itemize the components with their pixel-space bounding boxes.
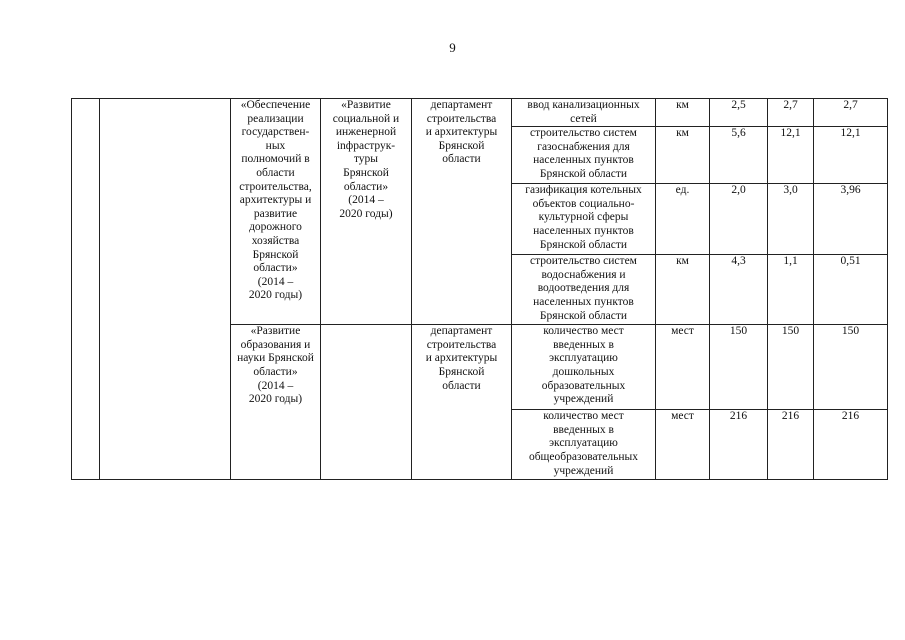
indicator-name: количество мест введенных в эксплуатацию дошкольных образовательных учреждений xyxy=(512,325,656,410)
indicator-value-2: 3,0 xyxy=(768,184,814,255)
indicator-value-3: 150 xyxy=(814,325,888,410)
program-name: «Обеспечение реализации государствен- ных полномочий в области строительства, архитектуры и развитие дорожного хозяйства Брянской области» (2014 – 2020 годы) xyxy=(231,99,321,325)
subprogram-name: «Развитие социальной и инженерной inфраструк- туры Брянской области» (2014 – 2020 годы) xyxy=(321,99,412,325)
indicators-table xyxy=(71,98,888,480)
indicator-unit: ед. xyxy=(656,184,710,255)
indicator-value-2: 216 xyxy=(768,410,814,480)
indicator-name: количество мест введенных в эксплуатацию общеобразовательных учреждений xyxy=(512,410,656,480)
empty-cell-number xyxy=(72,99,100,480)
indicator-value-3: 216 xyxy=(814,410,888,480)
indicator-value-1: 150 xyxy=(710,325,768,410)
indicator-value-2: 150 xyxy=(768,325,814,410)
executor-name: департамент строительства и архитектуры Брянской области xyxy=(412,325,512,480)
subprogram-name xyxy=(321,325,412,480)
indicator-value-3: 2,7 xyxy=(814,99,888,127)
indicator-value-1: 5,6 xyxy=(710,127,768,184)
indicator-value-3: 3,96 xyxy=(814,184,888,255)
indicator-unit: км xyxy=(656,99,710,127)
indicator-value-1: 2,0 xyxy=(710,184,768,255)
indicator-unit: мест xyxy=(656,325,710,410)
empty-cell-goal xyxy=(100,99,231,480)
indicator-value-2: 2,7 xyxy=(768,99,814,127)
indicator-name: газификация котельных объектов социально- культурной сферы населенных пунктов Брянской области xyxy=(512,184,656,255)
indicator-name: строительство систем водоснабжения и водоотведения для населенных пунктов Брянской области xyxy=(512,255,656,325)
indicator-value-2: 1,1 xyxy=(768,255,814,325)
page-number: 9 xyxy=(449,40,456,55)
indicator-name: ввод канализационных сетей xyxy=(512,99,656,127)
indicator-unit: км xyxy=(656,255,710,325)
indicator-name: строительство систем газоснабжения для населенных пунктов Брянской области xyxy=(512,127,656,184)
executor-name: департамент строительства и архитектуры Брянской области xyxy=(412,99,512,325)
indicator-value-1: 4,3 xyxy=(710,255,768,325)
indicator-unit: км xyxy=(656,127,710,184)
indicator-value-2: 12,1 xyxy=(768,127,814,184)
indicator-value-3: 0,51 xyxy=(814,255,888,325)
indicator-value-3: 12,1 xyxy=(814,127,888,184)
indicator-unit: мест xyxy=(656,410,710,480)
indicator-value-1: 2,5 xyxy=(710,99,768,127)
indicator-value-1: 216 xyxy=(710,410,768,480)
table-row xyxy=(72,99,888,127)
program-name: «Развитие образования и науки Брянской области» (2014 – 2020 годы) xyxy=(231,325,321,480)
